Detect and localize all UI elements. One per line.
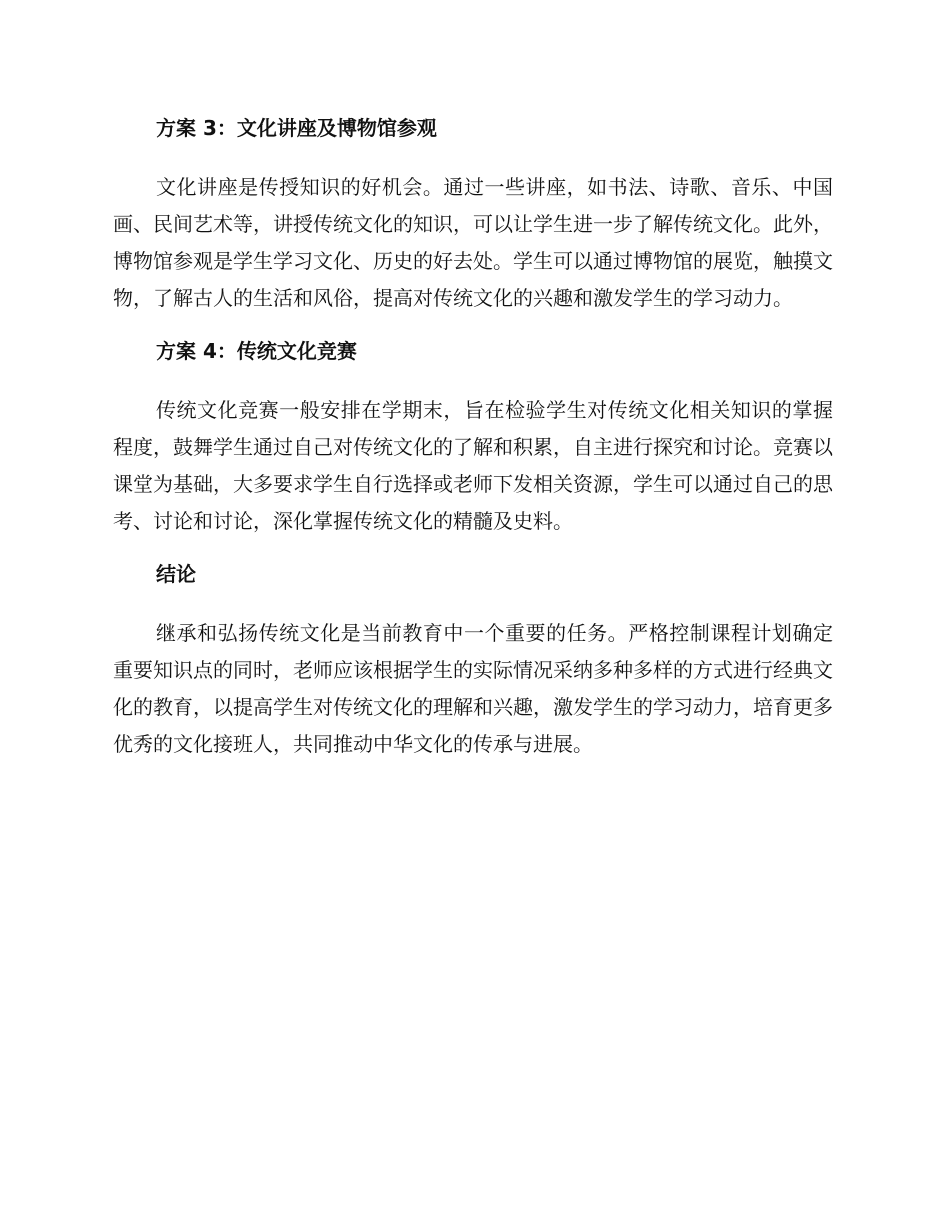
spacer — [113, 144, 833, 169]
section-body-conclusion: 继承和弘扬传统文化是当前教育中一个重要的任务。严格控制课程计划确定重要知识点的同时，老师应该根据学生的实际情况采纳多种多样的方式进行经典文化的教育，以提高学生对传统文化的理解和兴趣，激发学生的学习动力，培育更多优秀的文化接班人，共同推动中华文化的传承与进展。 — [113, 621, 833, 756]
section-heading-plan-4: 方案 4：传统文化竞赛 — [156, 339, 357, 363]
document-content — [113, 112, 833, 763]
section-heading-plan-3: 方案 3：文化讲座及博物馆参观 — [156, 116, 437, 140]
spacer — [113, 367, 833, 392]
spacer — [113, 540, 833, 558]
section-heading-conclusion: 结论 — [156, 562, 196, 586]
spacer — [113, 317, 833, 335]
section-body-plan-4: 传统文化竞赛一般安排在学期末，旨在检验学生对传统文化相关知识的掌握程度，鼓舞学生通过自己对传统文化的了解和积累，自主进行探究和讨论。竞赛以课堂为基础，大多要求学生自行选择或老师下发相关资源，学生可以通过自己的思考、讨论和讨论，深化掌握传统文化的精髓及史料。 — [113, 398, 833, 533]
spacer — [113, 590, 833, 615]
section-body-plan-3: 文化讲座是传授知识的好机会。通过一些讲座，如书法、诗歌、音乐、中国画、民间艺术等，讲授传统文化的知识，可以让学生进一步了解传统文化。此外，博物馆参观是学生学习文化、历史的好去处。学生可以通过博物馆的展览，触摸文物，了解古人的生活和风俗，提高对传统文化的兴趣和激发学生的学习动力。 — [113, 175, 833, 310]
